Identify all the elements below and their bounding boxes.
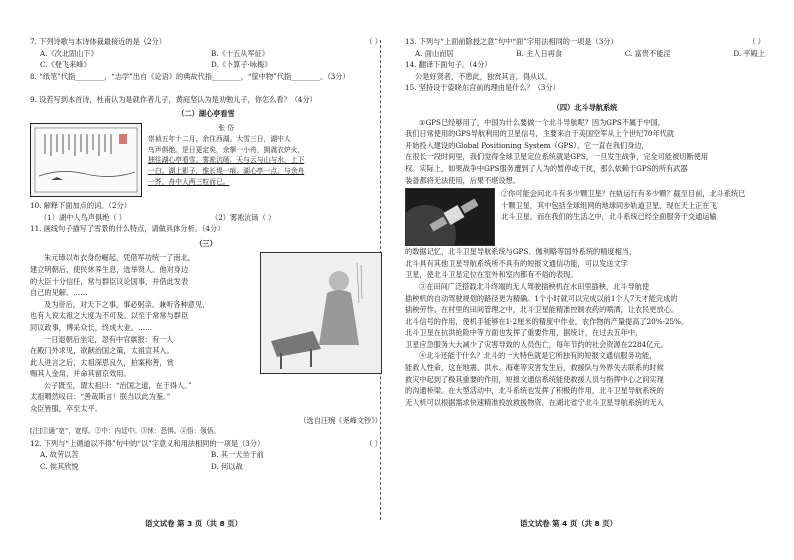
illustration-image bbox=[260, 252, 382, 374]
paragraph-2-text bbox=[501, 188, 765, 246]
section-2-passage bbox=[30, 123, 382, 197]
passage-line: 太祖喟然叹曰：“善哉斯言！朕当以此为鉴。” bbox=[30, 392, 171, 402]
question-15: 15. 坚持设于姿晓东宫前的理由是什么？（3分） bbox=[405, 83, 560, 93]
question-7: 7. 下列诗歌与本诗体裁最接近的是（2分） （ ） bbox=[30, 37, 382, 46]
paragraph-3-line: ③在田间广泛搭载北斗终端的无人驾驶插秧机在水田里插秧，北斗导航使 bbox=[419, 281, 650, 291]
q12-option-b[interactable]: B. 其一犬坐于前 bbox=[211, 450, 264, 460]
left-page-footer: 语文试卷 第 3 页（共 8 页） bbox=[145, 519, 243, 528]
paragraph-4-line: ④北斗还能干什么？北斗的一大特色就是它所独有的短报文通信服务功能， bbox=[419, 351, 657, 361]
passage-source: （选自汪琬《尧峰文钞》） bbox=[299, 415, 382, 425]
question-10: 10. 解释下面加点的词。（2分） bbox=[30, 200, 131, 210]
q13-option-b[interactable]: B. 主人日再食 bbox=[516, 48, 563, 58]
q14-sentence: 公是好贤者，不患此，独赏其言，得从以。 bbox=[415, 71, 552, 81]
paragraph-2-line: 卫星，使北斗卫星定位在室外和室内都有不俗的表现。 bbox=[405, 270, 578, 280]
left-page bbox=[30, 36, 382, 473]
question-12: 12. 下列与“上循道以不得”句中的“以”字意义和用法相同的一项是（3分） （ ） bbox=[30, 438, 382, 448]
satellite-image bbox=[405, 188, 495, 246]
q7-option-a[interactable]: A.《次北固山下》 bbox=[40, 48, 98, 58]
paragraph-1-line: 在很长一段时间里，我们觉得全球卫星定位系统就是GPS，一旦发生战争，完全可能被切断使用 bbox=[405, 152, 709, 162]
section-3-title: （三） bbox=[195, 238, 217, 248]
passage-line: 也有人说太祖之大度为不可及。以至于常常与群臣 bbox=[30, 311, 189, 321]
paragraph-2 bbox=[405, 188, 765, 246]
passage-line: 及为帝后，对天下之事，事必躬亲。兼听各种意见， bbox=[44, 299, 210, 309]
section-3-text bbox=[30, 252, 254, 380]
q10-item-1: （1）湖中人鸟声俱绝（ ） bbox=[40, 212, 126, 222]
paragraph-2-line: ②你可能会问北斗有多少颗卫星？在轨运行有多少颗？截至目前，北斗系统已 bbox=[501, 189, 746, 199]
passage-line: 赐其人金帛，并命其留京效用。 bbox=[30, 369, 131, 379]
paragraph-3-line: 北斗卫星在抗洪抢险中等方面也发挥了重要作用，据统计，在过去五年中， bbox=[405, 328, 643, 338]
paragraph-4-line: 救灾中起到了极其重要的作用，短报文通信系统能使救援人员与指挥中心之间实现 bbox=[405, 374, 664, 384]
poem-line: 崇祯五年十二月，余住西湖。大雪三日，湖中人 bbox=[148, 134, 291, 143]
q7-options-2 bbox=[30, 59, 382, 71]
question-8: 8. “纸笔”代指________，“志学”出自《论语》的典故代指________，“筐中物”代指________。（3分） bbox=[30, 71, 350, 81]
paragraph-4-line: 无人机可以根据需求快速精准投放救援物资，在湖北省宁北斗卫星导航系统的无人 bbox=[405, 397, 664, 407]
paragraph-1-line: 开始投入建设的Global Positioning System（GPS）。它一直在我们身边， bbox=[405, 140, 649, 150]
passage-line: 众臣皆服，卒至太平。 bbox=[30, 404, 102, 414]
paragraph-1-line: 我们日常使用的GPS导航利用的卫星信号，主要来自于美国空军从上个世纪70年代就 bbox=[405, 129, 675, 139]
question-14: 14. 翻译下面句子。（4分） bbox=[405, 60, 492, 70]
q7-option-c[interactable]: C.《登飞来峰》 bbox=[40, 60, 91, 70]
paragraph-3-line: 北斗信号的作用，使机手能够在1-2厘米的精度中作业，农作物的产量提高了20%-25%。 bbox=[405, 316, 689, 326]
section-4-title: （四）北斗导航系统 bbox=[552, 102, 618, 112]
question-9: 9. 设若写到本首诗，杜甫认为是就作者儿子，黄庭坚认为是劝勉儿子，你怎么看？（4分） bbox=[30, 94, 317, 104]
paragraph-1-line: 装备都将无法使用，后果不堪设想。 bbox=[405, 175, 521, 185]
question-11: 11. 画线句子描写了雪景的什么特点，请做具体分析。（4分） bbox=[30, 224, 225, 234]
paragraph-3-line: 插秧劳作。在村里的田间管理之中，北斗卫星能精准控制农药的喷洒，让农民更放心。 bbox=[405, 305, 679, 315]
poem-line: 一白。湖上影子，惟长堤一痕、湖心亭一点、与余舟 bbox=[148, 167, 305, 176]
paragraph-3-line: 卫星应急服务大大减少了灾害导致的人员伤亡，每年节约的社会资源在2284亿元。 bbox=[405, 339, 668, 349]
q10-items bbox=[30, 212, 382, 224]
right-page-footer: 语文试卷 第 4 页（共 8 页） bbox=[520, 519, 618, 528]
passage-line: 朱元璋以布衣身份崛起，凭借军功统一了南北， bbox=[44, 253, 195, 263]
passage-line: 自己的见解。…… bbox=[30, 288, 88, 298]
passage-line: 一日退朝后坐定，忽有中官禀报：有一人 bbox=[44, 334, 174, 344]
paragraph-2-line: 的数据记忆，北斗卫星导航系统与GPS、伽利略等国外系统的精度相当， bbox=[405, 247, 637, 257]
q12-options-2 bbox=[30, 461, 382, 473]
q12-options-1 bbox=[30, 449, 382, 461]
passage-line: 此人进言之后，太祖深思良久，拍案称善，赏 bbox=[30, 357, 174, 367]
q12-option-a[interactable]: A. 故劳以苦 bbox=[40, 450, 79, 460]
poem-text bbox=[148, 123, 304, 197]
right-page bbox=[405, 36, 765, 408]
section-3-passage bbox=[30, 252, 382, 380]
q12-option-c[interactable]: C. 俟其欣悦 bbox=[40, 462, 79, 472]
q13-option-a[interactable]: A. 面山而居 bbox=[415, 48, 454, 58]
q10-item-2: （2）雾凇沆砀（ ） bbox=[211, 212, 276, 222]
q7-option-b[interactable]: B.《十五从军征》 bbox=[211, 48, 269, 58]
poem-author: 张 岱 bbox=[218, 123, 235, 132]
calligraphy-image bbox=[30, 123, 142, 197]
question-13: 13. 下列与“上面前除授之意”句中“面”字用法相同的一项是（3分） （ ） bbox=[405, 37, 765, 46]
section-2-title: （二）湖心亭看雪 bbox=[177, 109, 235, 119]
paragraph-2-line: 北斗卫星，而在我们的生活之中，北斗系统已经全面服务于交通运输 bbox=[501, 212, 717, 222]
paragraph-1-line: ①GPS已经够用了，中国为什么要做一个北斗导航呢？因为GPS不属于中国， bbox=[419, 117, 665, 127]
passage-line: 在殿门外求见，欲献治国之策，太祖宣其入。 bbox=[30, 346, 174, 356]
paragraph-4-line: 的沟通桥梁。在大型活动中，北斗系统也发挥了积极的作用，北斗卫星导航系统的 bbox=[405, 386, 664, 396]
paragraph-4-line: 能救人性命，这在地震、洪水、海难等灾害发生后，救援队与外界失去联系的时候 bbox=[405, 363, 664, 373]
passage-line: 的大臣十分信任，常与群臣议论国事，并借此发表 bbox=[30, 276, 189, 286]
q7-option-d[interactable]: D.《卜算子·咏梅》 bbox=[211, 60, 272, 70]
poem-line: 一芥，舟中人两三粒而已。 bbox=[148, 177, 230, 186]
q13-options bbox=[405, 48, 765, 60]
q12-option-d[interactable]: D. 何以战 bbox=[211, 462, 243, 472]
paragraph-2-line: 北斗具有其他卫星导航系统所不具有的短报文通信功能，可以发送文字 bbox=[405, 258, 628, 268]
paragraph-2-line: 十颗卫星，其中包括全球组网的地球同步轨道卫星，现在天上正在飞 bbox=[501, 200, 717, 210]
q13-option-d[interactable]: D. 平殿上 bbox=[733, 48, 765, 58]
passage-line: 同议政事，博采众长，终成大业。…… bbox=[30, 322, 153, 332]
passage-line: 公子既至，谓太祖曰：“治国之道，在于得人。” bbox=[44, 380, 192, 390]
q7-options-1 bbox=[30, 48, 382, 60]
passage-notes: [注]①通“宽”，宽厚。②中：内廷中。③怵：恐惧。④悟：领悟。 bbox=[30, 427, 220, 436]
q13-option-c[interactable]: C. 富贵不能淫 bbox=[624, 48, 671, 58]
passage-line: 建立明朝后，使民休养生息，选举贤人。他对身边 bbox=[30, 264, 189, 274]
paragraph-3-line: 插秧机的自动驾驶规划的路径更为精确。1个小时就可以完成以前1个人7天才能完成的 bbox=[405, 293, 678, 303]
poem-line: 独往湖心亭看雪。雾凇沆砀，天与云与山与水，上下 bbox=[148, 156, 305, 165]
paragraph-1-line: 权。实际上，如果战争中GPS服务遭到了人为的暂停或干扰，那么依赖于GPS的所有武器 bbox=[405, 163, 688, 173]
poem-line: 鸟声俱绝。是日更定矣，余拏一小舟，拥毳衣炉火， bbox=[148, 145, 305, 154]
